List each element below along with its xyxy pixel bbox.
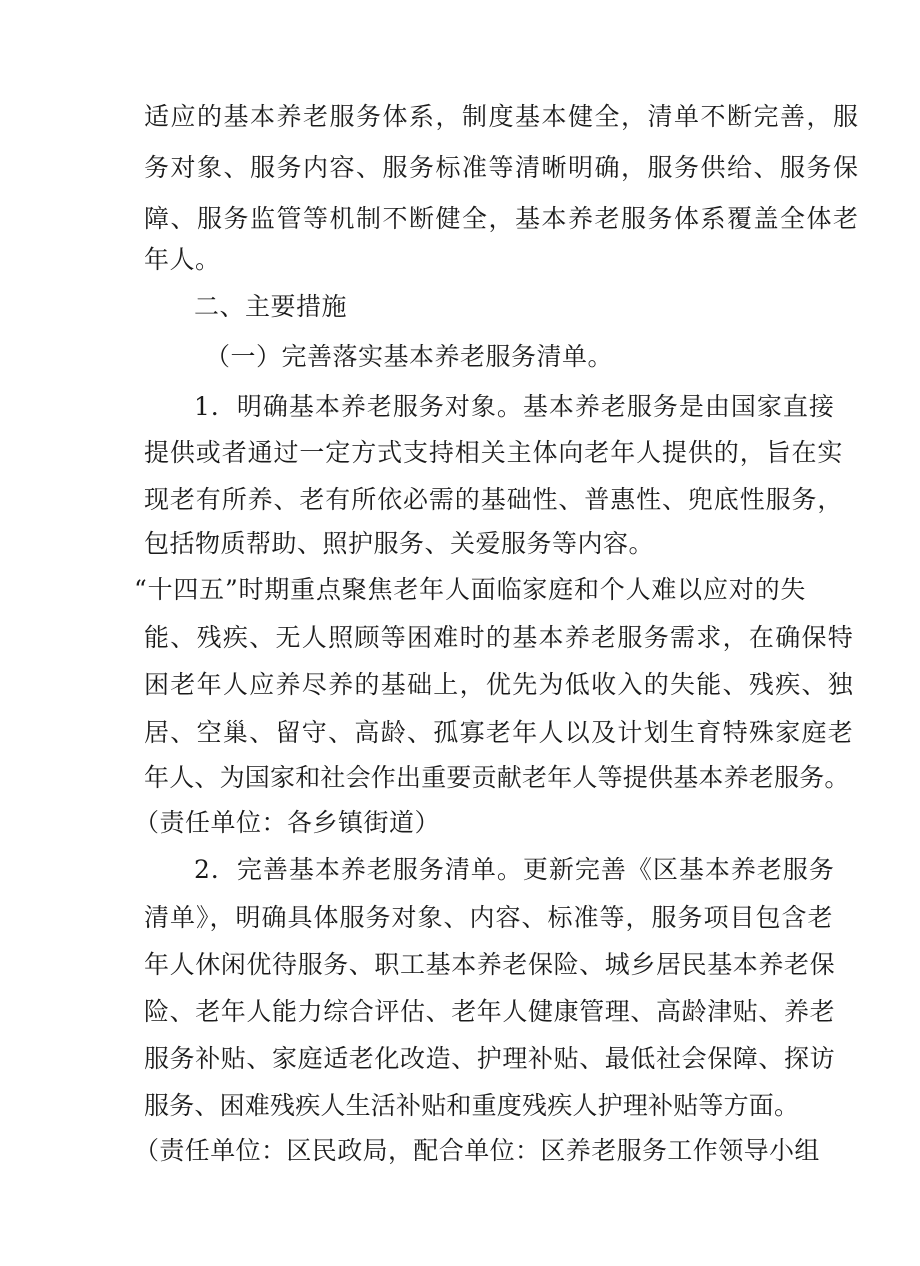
text-line: 适应的基本养老服务体系，制度基本健全，清单不断完善，服 [144,102,860,131]
text-line: 困老年人应养尽养的基础上，优先为低收入的失能、残疾、独 [144,670,855,699]
text-line: 能、残疾、无人照顾等困难时的基本养老服务需求，在确保特 [144,623,855,652]
text-line: 居、空巢、留守、高龄、孤寡老年人以及计划生育特殊家庭老 [144,718,855,747]
subsection-heading: （一）完善落实基本养老服务清单。 [205,342,614,371]
text-line: “十四五”时期重点聚焦老年人面临家庭和个人难以应对的失 [134,575,807,604]
text-line: 清单》，明确具体服务对象、内容、标准等，服务项目包含老 [144,903,834,932]
text-line: 年人、为国家和社会作出重要贡献老年人等提供基本养老服务。 [144,763,850,792]
text-line: 障、服务监管等机制不断健全，基本养老服务体系覆盖全体老 [144,204,860,233]
text-line: 现老有所养、老有所依必需的基础性、普惠性、兜底性服务， [144,485,844,514]
text-line: 服务、困难残疾人生活补贴和重度残疾人护理补贴等方面。 [144,1091,800,1120]
section-heading: 二、主要措施 [194,292,348,321]
text-line: 年人休闲优待服务、职工基本养老保险、城乡居民基本养老保 [144,950,836,979]
text-line: 1．明确基本养老服务对象。基本养老服务是由国家直接 [194,392,835,421]
text-line: 提供或者通过一定方式支持相关主体向老年人提供的，旨在实 [144,438,844,467]
text-line: 服务补贴、家庭适老化改造、护理补贴、最低社会保障、探访 [144,1044,836,1073]
text-line: 务对象、服务内容、服务标准等清晰明确，服务供给、服务保 [144,153,860,182]
text-line: （责任单位：区民政局，配合单位：区养老服务工作领导小组 [134,1136,820,1165]
text-line: 险、老年人能力综合评估、老年人健康管理、高龄津贴、养老 [144,997,836,1026]
text-line: 包括物质帮助、照护服务、关爱服务等内容。 [144,529,655,558]
text-line: 2．完善基本养老服务清单。更新完善《区基本养老服务 [194,855,835,884]
text-line: 年人。 [144,245,221,274]
text-line: （责任单位：各乡镇街道） [134,808,441,837]
